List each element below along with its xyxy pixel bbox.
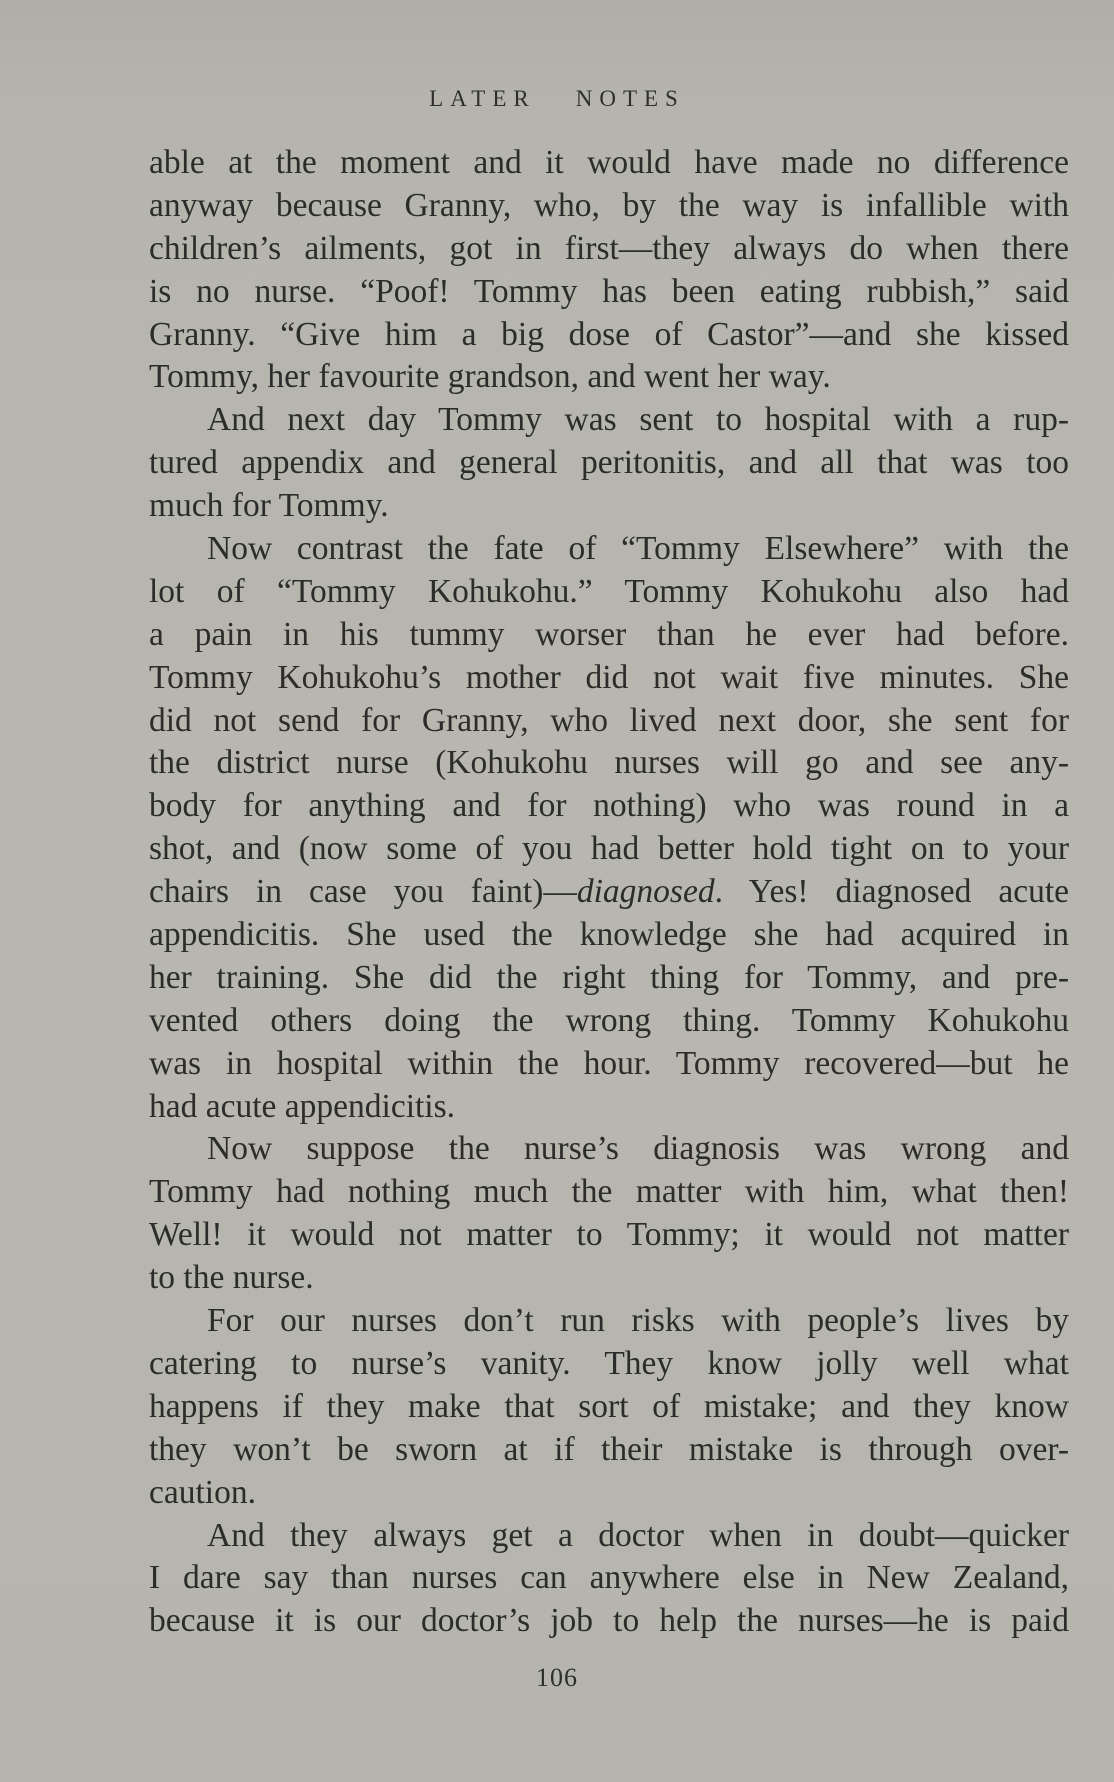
text-line: had acute appendicitis. xyxy=(149,1087,456,1125)
running-head-word: LATER xyxy=(429,86,536,111)
text-line: Granny. “Give him a big dose of Castor”—and she kissed xyxy=(149,315,1069,353)
text-line: much for Tommy. xyxy=(149,487,389,525)
text-line: Tommy had nothing much the matter with him, what then! xyxy=(149,1173,1069,1211)
text-line: her training. She did the right thing for Tommy, and pre- xyxy=(149,958,1069,996)
text-line: anyway because Granny, who, by the way is infallible with xyxy=(149,186,1069,224)
text-line: Now contrast the fate of “Tommy Elsewhere” with the xyxy=(207,530,1069,568)
text-line: shot, and (now some of you had better hold tight on to your xyxy=(149,830,1069,868)
page-number: 106 xyxy=(536,1663,578,1692)
text-line: Now suppose the nurse’s diagnosis was wrong and xyxy=(207,1130,1069,1168)
body-text xyxy=(149,142,1069,1643)
text-line: And next day Tommy was sent to hospital with a rup- xyxy=(207,401,1069,439)
text-line: appendicitis. She used the knowledge she had acquired in xyxy=(149,916,1069,954)
text-line: Well! it would not matter to Tommy; it would not matter xyxy=(149,1216,1069,1254)
text-line: the district nurse (Kohukohu nurses will go and see any- xyxy=(149,744,1069,782)
text-line: catering to nurse’s vanity. They know jolly well what xyxy=(149,1344,1069,1382)
text-line: Tommy, her favourite grandson, and went her way. xyxy=(149,358,831,396)
text-segment: chairs in case you faint)— xyxy=(149,873,577,911)
text-line: caution. xyxy=(149,1473,256,1511)
text-line: is no nurse. “Poof! Tommy has been eating rubbish,” said xyxy=(149,272,1069,310)
text-line: happens if they make that sort of mistake; and they know xyxy=(149,1387,1069,1425)
text-segment: . Yes! diagnosed acute xyxy=(714,873,1070,911)
text-line: to the nurse. xyxy=(149,1259,314,1297)
text-line: because it is our doctor’s job to help the nurses—he is paid xyxy=(149,1602,1069,1640)
text-line: For our nurses don’t run risks with people’s lives by xyxy=(207,1302,1069,1340)
text-line: I dare say than nurses can anywhere else in New Zealand, xyxy=(149,1559,1069,1597)
text-line: tured appendix and general peritonitis, and all that was too xyxy=(149,444,1069,482)
text-line: did not send for Granny, who lived next door, she sent for xyxy=(149,701,1069,739)
running-head-word: NOTES xyxy=(575,86,685,111)
text-line: a pain in his tummy worser than he ever had before. xyxy=(149,615,1069,653)
text-line: lot of “Tommy Kohukohu.” Tommy Kohukohu also had xyxy=(149,572,1069,610)
text-line: And they always get a doctor when in doubt—quicker xyxy=(207,1516,1069,1554)
text-line: Tommy Kohukohu’s mother did not wait five minutes. She xyxy=(149,658,1069,696)
text-line: vented others doing the wrong thing. Tommy Kohukohu xyxy=(149,1001,1069,1039)
text-line: able at the moment and it would have made no difference xyxy=(149,144,1069,181)
text-line xyxy=(149,871,1069,914)
italic-word: diagnosed xyxy=(576,873,715,911)
text-line: children’s ailments, got in first—they always do when there xyxy=(149,229,1069,267)
text-line: was in hospital within the hour. Tommy recovered—but he xyxy=(149,1044,1069,1082)
running-head xyxy=(0,86,1114,112)
text-line: they won’t be sworn at if their mistake is through over- xyxy=(149,1430,1069,1468)
text-line: body for anything and for nothing) who was round in a xyxy=(149,787,1069,825)
